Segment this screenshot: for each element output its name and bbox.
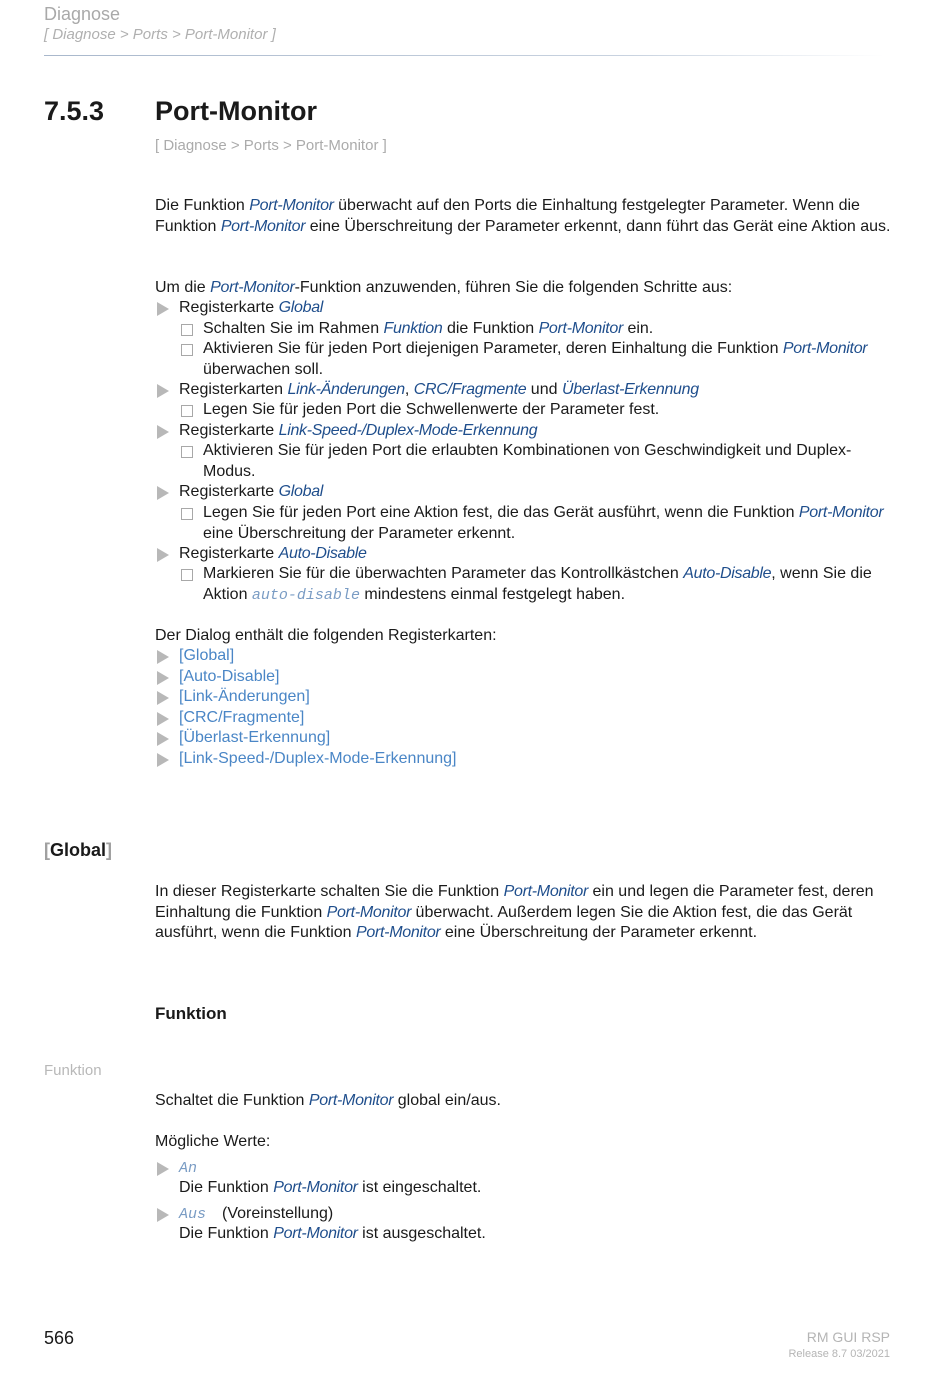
triangle-bullet-icon [157, 671, 169, 685]
checkbox-bullet-icon [181, 344, 193, 356]
triangle-bullet-icon [157, 712, 169, 726]
section-title: Port-Monitor [155, 96, 317, 126]
tab-link-link-speed-duplex[interactable]: [Link-Speed-/Duplex-Mode-Erkennung] [179, 750, 457, 767]
tab-link-link-aenderungen[interactable]: [Link-Änderungen] [179, 688, 310, 705]
possible-values-label: Mögliche Werte: [155, 1133, 271, 1150]
checkbox-bullet-icon [181, 405, 193, 417]
value-code-aus: Aus [179, 1206, 207, 1223]
footer-product: RM GUI RSP [806, 1329, 890, 1345]
triangle-bullet-icon [157, 425, 169, 439]
port-monitor-link[interactable]: Port-Monitor [273, 1225, 358, 1242]
tab-link-auto-disable[interactable]: [Auto-Disable] [179, 668, 280, 685]
checkbox-bullet-icon [181, 324, 193, 336]
port-monitor-link[interactable]: Port-Monitor [356, 924, 441, 941]
funktion-heading: Funktion [155, 1004, 227, 1023]
port-monitor-link[interactable]: Port-Monitor [503, 883, 589, 900]
section-number: 7.5.3 [44, 96, 105, 126]
triangle-bullet-icon [157, 650, 169, 664]
tab-link-ueberlast-erkennung[interactable]: [Überlast-Erkennung] [179, 729, 331, 746]
running-header-title: Diagnose [44, 4, 121, 24]
checkbox-bullet-icon [181, 446, 193, 458]
header-divider [44, 55, 884, 56]
port-monitor-link[interactable]: Port-Monitor [538, 320, 623, 337]
page-number: 566 [44, 1328, 75, 1348]
tabs-intro: Der Dialog enthält die folgenden Registerkarten: [155, 627, 497, 644]
triangle-bullet-icon [157, 1208, 169, 1222]
triangle-bullet-icon [157, 548, 169, 562]
port-monitor-link[interactable]: Port-Monitor [249, 197, 334, 214]
triangle-bullet-icon [157, 753, 169, 767]
funktion-side-label: Funktion [44, 1062, 102, 1079]
value-code-an: An [179, 1160, 198, 1177]
section-breadcrumb: [ Diagnose > Ports > Port-Monitor ] [155, 137, 387, 154]
steps-intro: Um die Port-Monitor-Funktion anzuwenden, führen Sie die folgenden Schritte aus: [155, 279, 733, 296]
tab-link-ueberlast-erkennung[interactable]: Überlast-Erkennung [561, 381, 699, 398]
triangle-bullet-icon [157, 1162, 169, 1176]
port-monitor-link[interactable]: Port-Monitor [273, 1179, 358, 1196]
triangle-bullet-icon [157, 732, 169, 746]
frame-link-funktion[interactable]: Funktion [383, 320, 443, 337]
tab-link-link-speed-duplex[interactable]: Link-Speed-/Duplex-Mode-Erkennung [278, 422, 538, 439]
tab-link-crc-fragmente[interactable]: CRC/Fragmente [413, 381, 527, 398]
tab-link-crc-fragmente[interactable]: [CRC/Fragmente] [179, 709, 305, 726]
triangle-bullet-icon [157, 384, 169, 398]
tab-link-global[interactable]: Global [278, 483, 324, 500]
port-monitor-link[interactable]: Port-Monitor [798, 504, 884, 521]
auto-disable-link[interactable]: Auto-Disable [683, 565, 772, 582]
port-monitor-link[interactable]: Port-Monitor [782, 340, 868, 357]
default-note: (Voreinstellung) [222, 1205, 334, 1222]
triangle-bullet-icon [157, 486, 169, 500]
footer-release: Release 8.7 03/2021 [788, 1348, 890, 1360]
triangle-bullet-icon [157, 302, 169, 316]
tab-link-global[interactable]: Global [278, 299, 324, 316]
port-monitor-link[interactable]: Port-Monitor [210, 279, 295, 296]
checkbox-bullet-icon [181, 569, 193, 581]
checkbox-bullet-icon [181, 508, 193, 520]
global-description: In dieser Registerkarte schalten Sie die Funktion Port-Monitor ein und legen die Parameter fest, deren Einhaltung die Funktion Port-Monitor überwacht. Außerdem legen Sie die Aktion fest, die das Gerät ausführt, wenn die Funktion Port-Monitor eine Überschreitung der Parameter erkennt. [155, 883, 874, 941]
tab-link-link-aenderungen[interactable]: Link-Änderungen [287, 381, 405, 398]
tab-link-global[interactable]: [Global] [179, 647, 235, 664]
triangle-bullet-icon [157, 691, 169, 705]
port-monitor-link[interactable]: Port-Monitor [220, 217, 306, 235]
tab-link-auto-disable[interactable]: Auto-Disable [278, 545, 367, 562]
global-section-heading: [Global] [44, 840, 113, 860]
intro-paragraph: Die Funktion Port-Monitor überwacht auf den Ports die Einhaltung festgelegter Parameter. Wenn die Funktion Port-Monitor eine Überschreitung der Parameter erkennt, dann führt das Gerät eine Aktion aus. [155, 197, 891, 235]
port-monitor-link[interactable]: Port-Monitor [326, 903, 412, 921]
auto-disable-value: auto-disable [251, 586, 360, 604]
port-monitor-link[interactable]: Port-Monitor [308, 1092, 394, 1109]
funktion-description: Schaltet die Funktion Port-Monitor global ein/aus. [155, 1092, 501, 1109]
running-header-breadcrumb: [ Diagnose > Ports > Port-Monitor ] [44, 26, 276, 43]
